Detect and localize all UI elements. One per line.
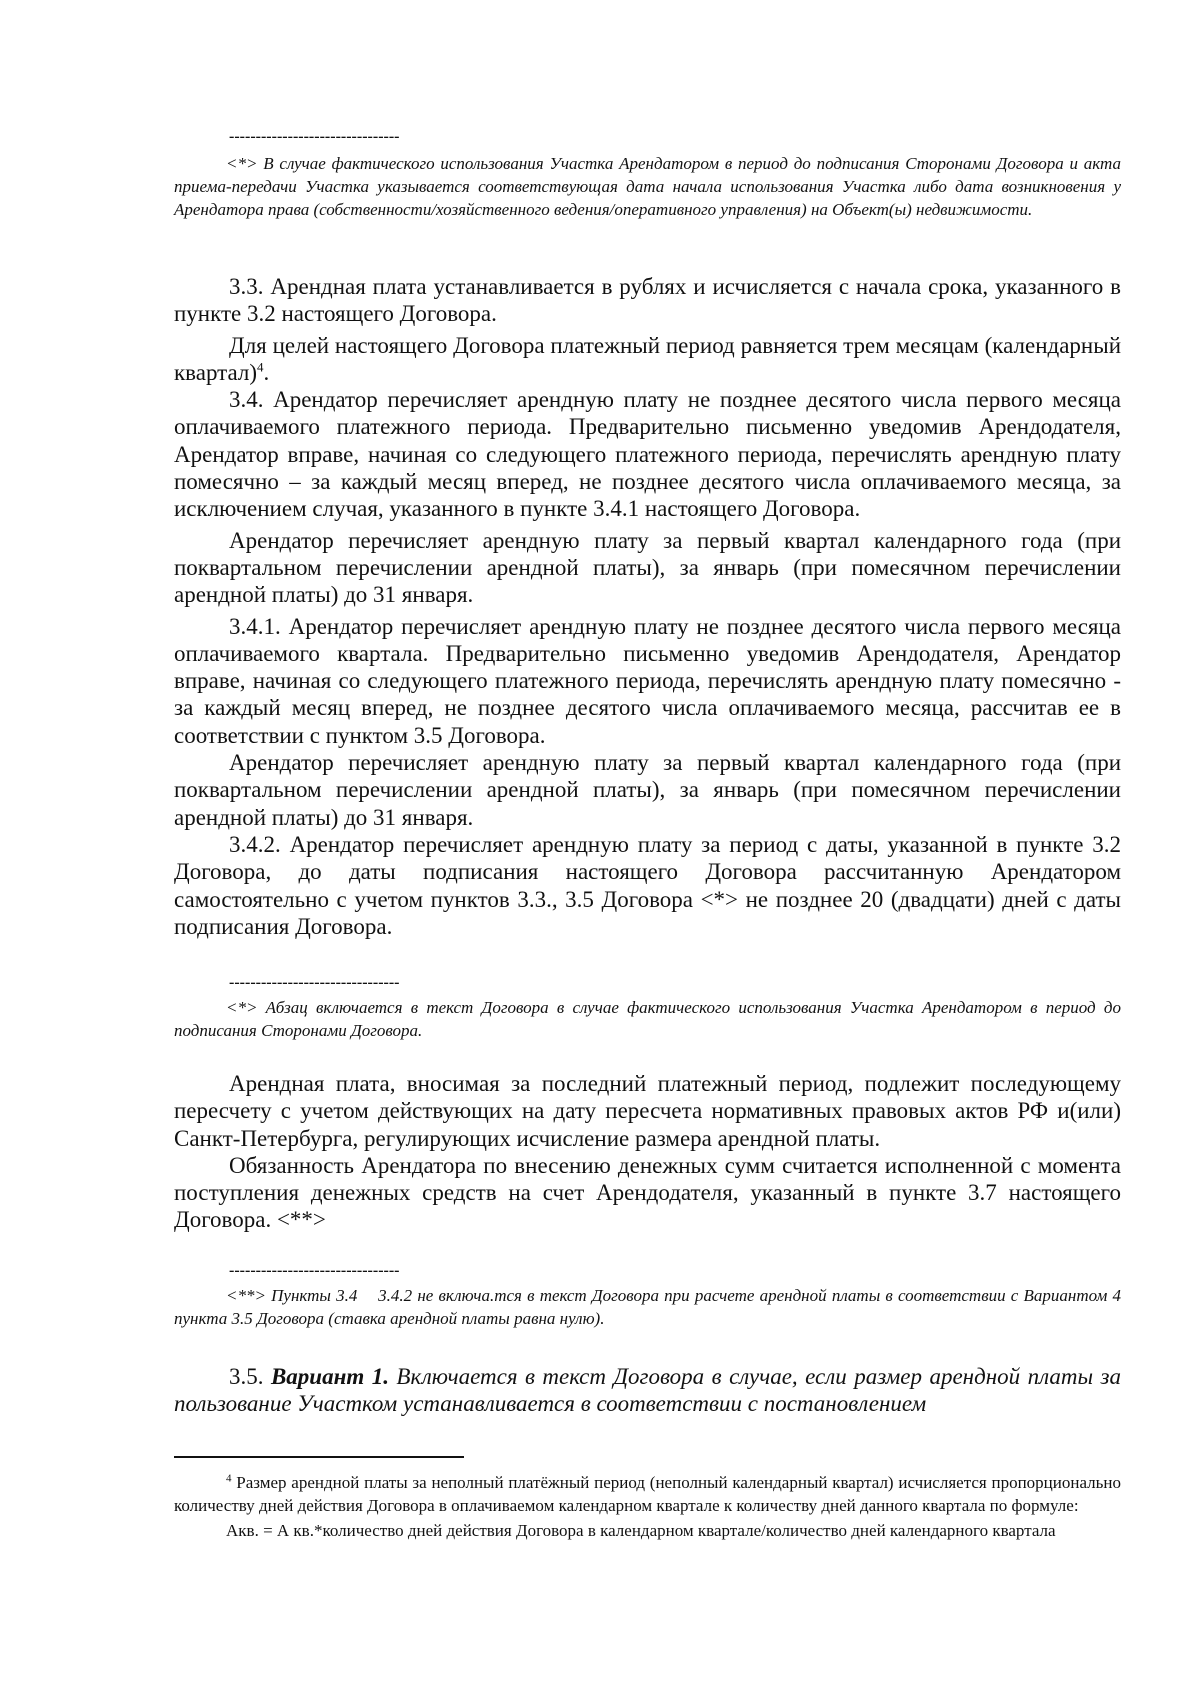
section-3-3-3-4 [174, 273, 1121, 940]
note-1 [174, 128, 1121, 221]
note-text: <*> Абзац включается в текст Договора в случае фактического использования Участка Арендатором в период до подписания Сторонами Договора. [174, 998, 1121, 1040]
paragraph-payment-period [174, 332, 1121, 387]
paragraph-text: Для целей настоящего Договора платежный период равняется трем месяцам (календарный квартал) [174, 332, 1121, 385]
footnote-formula: Акв. = А кв.*количество дней действия Договора в календарном квартале/количество дней календарного квартала [226, 1521, 1056, 1540]
paragraph-3-4: 3.4. Арендатор перечисляет арендную плату не позднее десятого числа первого месяца оплачиваемого платежного периода. Предварительно письменно уведомив Арендодателя, Арендатор вправе, начиная со следующего платежного периода, перечислять арендную плату помесячно – за каждый месяц вперед, не позднее десятого числа оплачиваемого месяца, за исключением случая, указанного в пункте 3.4.1 настоящего Договора. [174, 387, 1121, 522]
footnote-4 [174, 1471, 1121, 1542]
note-text: <**> Пункты 3.4 3.4.2 не включа.тся в текст Договора при расчете арендной платы в соответствии с Вариантом 4 пункта 3.5 Договора (ставка арендной платы равна нулю). [174, 1286, 1126, 1328]
paragraph-end: . [263, 359, 270, 385]
paragraph-text: Включается в текст Договора в случае, если размер арендной платы за пользование Участком устанавливается в соответствии с постановлением [174, 1364, 1122, 1417]
section-recalculation [174, 1070, 1121, 1234]
note-separator: -------------------------------- [229, 1262, 400, 1279]
paragraph-first-quarter-2: Арендатор перечисляет арендную плату за первый квартал календарного года (при поквартальном перечислении арендной платы), за январь (при помесячном перечислении арендной платы) до 31 января. [174, 750, 1121, 830]
paragraph-3-5 [174, 1363, 1121, 1418]
footnote-number: 4 [226, 1472, 232, 1485]
footnote-text: Размер арендной платы за неполный платёжный период (неполный календарный квартал) исчисляется пропорционально количеству дней действия Договора в оплачиваемом календарном квартале к количеству дней данного квартала по формуле: [174, 1473, 1121, 1515]
footnote-separator [174, 1456, 464, 1458]
paragraph-3-4-1: 3.4.1. Арендатор перечисляет арендную плату не позднее десятого числа первого месяца оплачиваемого квартала. Предварительно письменно уведомив Арендодателя, Арендатор вправе, начиная со следующего платежного периода, перечислять арендную плату помесячно - за каждый месяц вперед, не позднее десятого числа оплачиваемого месяца, рассчитав ее в соответствии с пунктом 3.5 Договора. [174, 613, 1121, 748]
footnote-paragraph [174, 1471, 1121, 1517]
note-3 [174, 1262, 1126, 1330]
note-text: <*> В случае фактического использования Участка Арендатором в период до подписания Сторонами Договора и акта приема-передачи Участка указывается соответствующая дата начала использования Участка либо дата возникновения у Арендатора права (собственности/хозяйственного ведения/оперативного управления) на Объект(ы) недвижимости. [174, 154, 1121, 219]
paragraph-3-3: 3.3. Арендная плата устанавливается в рублях и исчисляется с начала срока, указанного в пункте 3.2 настоящего Договора. [174, 274, 1121, 327]
note-separator: -------------------------------- [229, 128, 400, 145]
note-separator: -------------------------------- [229, 974, 400, 991]
paragraph-first-quarter: Арендатор перечисляет арендную плату за первый квартал календарного года (при поквартальном перечислении арендной платы), за январь (при помесячном перечислении арендной платы) до 31 января. [174, 527, 1121, 608]
paragraph-recalculation: Арендная плата, вносимая за последний платежный период, подлежит последующему пересчету с учетом действующих на дату пересчета нормативных правовых актов РФ и(или) Санкт-Петербурга, регулирующих исчисление размера арендной платы. [174, 1071, 1121, 1151]
variant-label: Вариант 1. [270, 1364, 389, 1389]
clause-number: 3.5. [229, 1364, 271, 1389]
footnote-ref[interactable]: 4 [257, 359, 264, 375]
section-3-5 [174, 1363, 1121, 1418]
note-2 [174, 974, 1121, 1042]
paragraph-obligation: Обязанность Арендатора по внесению денежных сумм считается исполненной с момента поступления денежных средств на счет Арендодателя, указанный в пункте 3.7 настоящего Договора. <**> [174, 1152, 1121, 1233]
paragraph-3-4-2: 3.4.2. Арендатор перечисляет арендную плату за период с даты, указанной в пункте 3.2 Договора, до даты подписания настоящего Договора рассчитанную Арендатором самостоятельно с учетом пунктов 3.3., 3.5 Договора <*> не позднее 20 (двадцати) дней с даты подписания Договора. [174, 831, 1121, 939]
